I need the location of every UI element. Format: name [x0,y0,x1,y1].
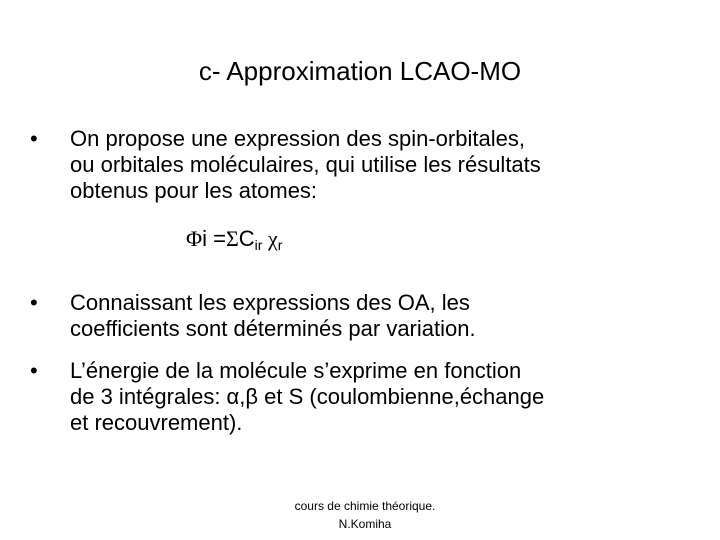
bullet-line: On propose une expression des spin-orbitales, [70,126,525,151]
bullet-marker: • [30,290,38,315]
bullet-line: obtenus pour les atomes: [70,178,318,203]
footer-author: N.Komiha [338,517,392,531]
bullet-line: coefficients sont déterminés par variation. [70,316,476,341]
bullet-line: ou orbitales moléculaires, qui utilise les résultats [70,152,541,177]
subscript-r: r [277,237,283,253]
sigma-symbol: Σ [225,226,239,251]
bullet-line: Connaissant les expressions des OA, les [70,290,470,315]
bullet-marker: • [30,126,38,151]
slide-footer [240,497,490,533]
bullet-text [70,290,710,342]
subscript-ir: ir [254,237,263,253]
footer-course: cours de chimie théorique. [294,499,436,513]
bullet-text [70,126,710,204]
bullet-text [70,358,710,436]
slide-title: c- Approximation LCAO-MO [198,56,522,86]
formula-index-equals: i = [202,226,226,251]
phi-symbol: Φ [186,226,203,251]
lcao-formula [186,226,282,258]
bullet-line: de 3 intégrales: α,β et S (coulombienne,échange [70,384,545,409]
bullet-marker: • [30,358,38,383]
coefficient-c: C [238,226,255,251]
chi-symbol: χ [267,226,278,251]
bullet-line: L’énergie de la molécule s’exprime en fonction [70,358,522,383]
bullet-line: et recouvrement). [70,410,243,435]
